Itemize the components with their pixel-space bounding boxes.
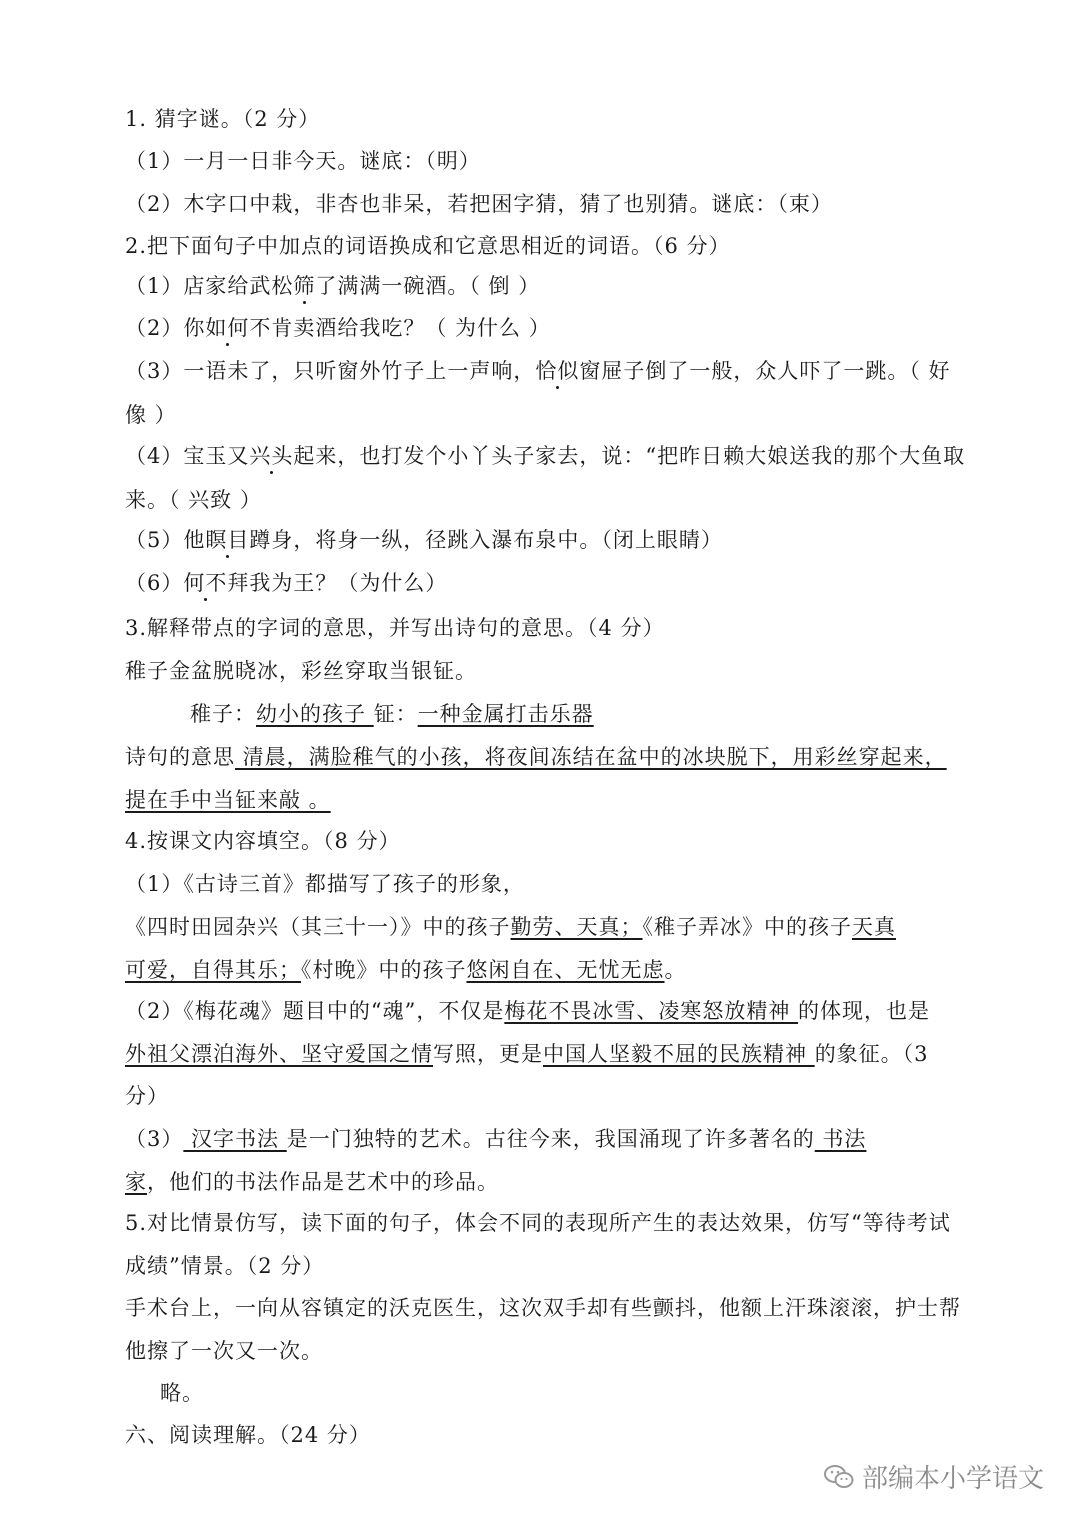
- q3-poem: 稚子金盆脱晓冰，彩丝穿取当银钲。: [125, 659, 477, 683]
- q5-answer: 略。: [160, 1381, 204, 1405]
- q2-item-1: （1）店家给武松筛了满满一碗酒。（ 倒 ）: [125, 274, 541, 298]
- q5-text-cont: 他擦了一次又一次。: [125, 1339, 323, 1363]
- watermark-text: 部编本小学语文: [861, 1464, 1044, 1494]
- q4-part-1-line-2: 可爱，自得其乐；《村晚》中的孩子悠闲自在、无忧无虑。: [125, 958, 687, 982]
- q3-meaning: 诗句的意思 清晨，满脸稚气的小孩，将夜间冻结在盆中的冰块脱下，用彩丝穿起来，: [125, 745, 947, 769]
- q2-item-4-cont: 来。（ 兴致 ）: [125, 488, 262, 512]
- answer-blank: 幼小的孩子: [256, 702, 374, 726]
- q5-text: 手术台上，一向从容镇定的沃克医生，这次双手却有些颤抖，他额上汗珠滚滚，护士帮: [125, 1296, 961, 1320]
- dotted-word: 如何: [205, 316, 250, 340]
- watermark: [824, 1458, 1044, 1495]
- q3-word-answers: 稚子：幼小的孩子 钲：一种金属打击乐器: [190, 702, 594, 726]
- q3-meaning-cont: [125, 785, 960, 815]
- q5-title: 5.对比情景仿写，读下面的句子，体会不同的表现所产生的表达效果，仿写“等待考试: [125, 1211, 951, 1235]
- q2-item-6: （6）何不拜我为王？（为什么）: [125, 571, 448, 595]
- dotted-word: 兴头: [249, 444, 294, 468]
- q1-item-1: （1）一月一日非今天。谜底：（明）: [125, 149, 481, 173]
- answer-blank: 提在手中当钲来敲 。: [125, 788, 331, 812]
- q5-title-cont: 成绩”情景。（2 分）: [125, 1254, 325, 1278]
- dotted-word: 瞑目: [205, 528, 250, 552]
- answer-blank: 清晨，满脸稚气的小孩，将夜间冻结在盆中的冰块脱下，用彩丝穿起来，: [235, 745, 947, 769]
- answer-blank: 悠闲自在、无忧无虑: [466, 958, 665, 982]
- q2-item-4: （4）宝玉又兴头起来，也打发个小丫头子家去，说：“把昨日赖大娘送我的那个大鱼取: [125, 444, 966, 468]
- q4-part-1-line-1: 《四时田园杂兴（其三十一）》中的孩子勤劳、天真；《稚子弄冰》中的孩子天真: [125, 915, 896, 939]
- q1-title: 1. 猜字谜。（2 分）: [125, 107, 321, 131]
- answer-blank: 天真: [852, 915, 896, 939]
- q2-item-3-cont: 像 ）: [125, 403, 177, 427]
- answer-blank: 书法: [814, 1127, 867, 1151]
- q4-part-3-cont: 家，他们的书法作品是艺术中的珍品。: [125, 1170, 499, 1194]
- answer-blank: 勤劳、天真；: [510, 915, 643, 939]
- dotted-word: 筛: [293, 274, 316, 298]
- dotted-word: 恰似: [535, 359, 580, 383]
- q2-item-3: （3）一语未了，只听窗外竹子上一声响，恰似窗屉子倒了一般，众人吓了一跳。（ 好: [125, 359, 951, 383]
- dotted-word: 何不: [183, 571, 228, 595]
- q2-item-5: （5）他瞑目蹲身，将身一纵，径跳入瀑布泉中。（闭上眼睛）: [125, 528, 723, 552]
- q4-part-3: （3） 汉字书法 是一门独特的艺术。古往今来，我国涌现了许多著名的 书法: [125, 1127, 867, 1151]
- answer-blank: 可爱，自得其乐；: [125, 958, 301, 982]
- q2-title: 2.把下面句子中加点的词语换成和它意思相近的词语。（6 分）: [125, 234, 731, 258]
- answer-blank: 一种金属打击乐器: [417, 702, 594, 726]
- q2-item-2: （2）你如何不肯卖酒给我吃？（ 为什么 ）: [125, 316, 551, 340]
- q4-part-2-cont: 外祖父漂泊海外、坚守爱国之情写照，更是中国人坚毅不屈的民族精神 的象征。（3: [125, 1042, 929, 1066]
- answer-blank: 梅花不畏冰雪、凌寒怒放精神: [504, 999, 799, 1023]
- answer-blank: 外祖父漂泊海外、坚守爱国之情: [125, 1042, 433, 1066]
- q4-title: 4.按课文内容填空。（8 分）: [125, 829, 401, 853]
- q4-part-1: （1）《古诗三首》都描写了孩子的形象，: [125, 872, 525, 896]
- answer-blank: 汉字书法: [183, 1127, 287, 1151]
- q3-title: 3.解释带点的字词的意思，并写出诗句的意思。（4 分）: [125, 616, 665, 640]
- q4-part-2: （2）《梅花魂》题目中的“魂”，不仅是梅花不畏冰雪、凌寒怒放精神 的体现，也是: [125, 999, 931, 1023]
- section-6-title: 六、阅读理解。（24 分）: [125, 1423, 371, 1447]
- answer-blank: 中国人坚毅不屈的民族精神: [543, 1042, 815, 1066]
- q4-part-2-end: 分）: [125, 1084, 169, 1108]
- answer-blank: 家: [125, 1170, 147, 1194]
- q1-item-2: （2）木字口中栽，非杏也非呆，若把困字猜，猜了也别猜。谜底：（束）: [125, 192, 833, 216]
- wechat-icon: [824, 1464, 854, 1490]
